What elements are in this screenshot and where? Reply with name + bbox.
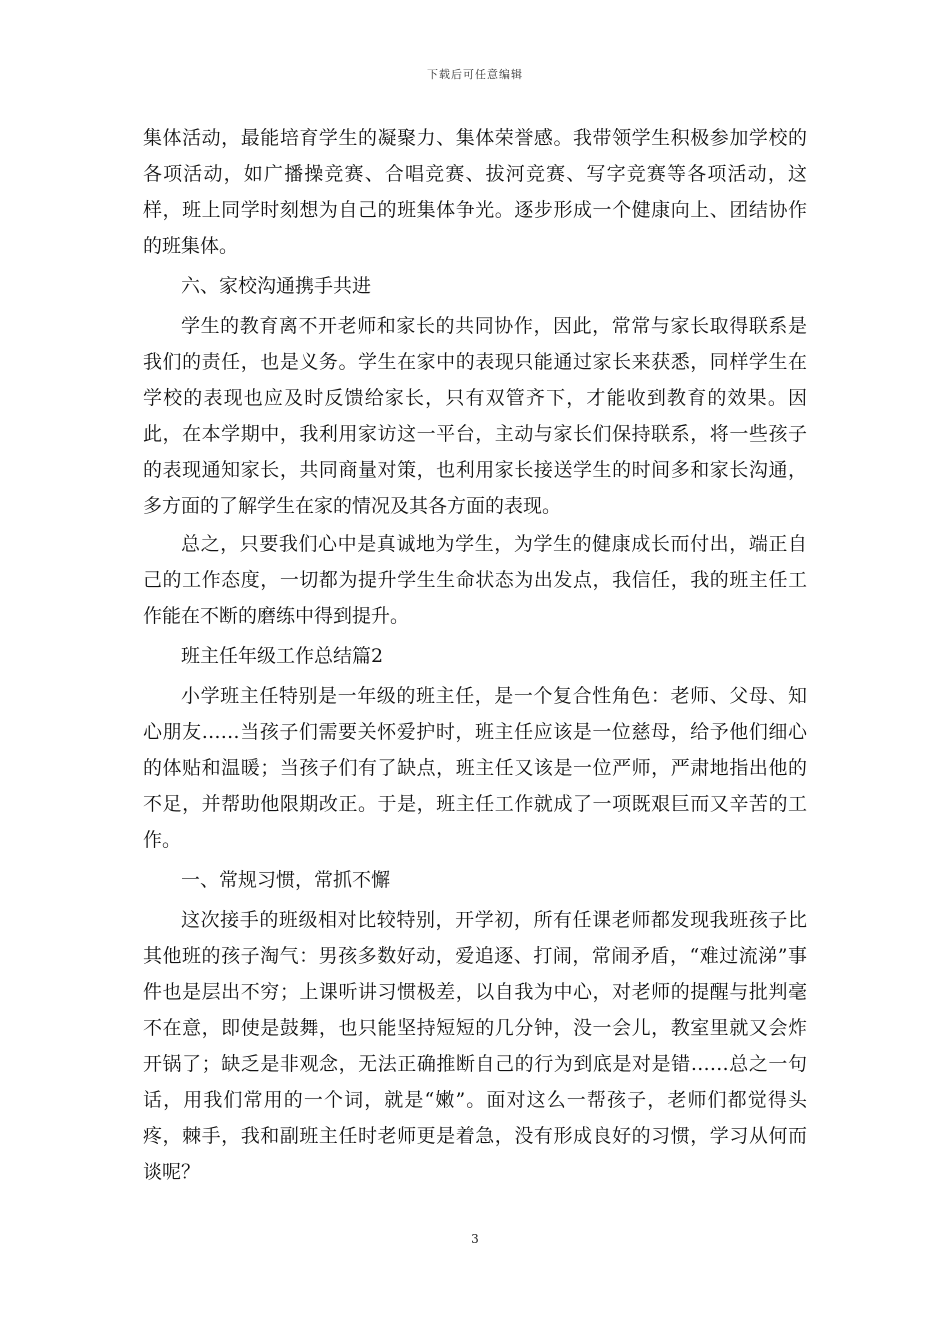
document-body xyxy=(143,120,807,1192)
section-heading-home-school: 六、家校沟通携手共进 xyxy=(181,275,372,297)
article-title-part-2: 班主任年级工作总结篇2 xyxy=(181,645,384,667)
paragraph-summary: 总之，只要我们心中是真诚地为学生，为学生的健康成长而付出，端正自己的工作态度，一切都为提升学生生命状态为出发点，我信任，我的班主任工作能在不断的磨练中得到提升。 xyxy=(143,533,807,627)
paragraph-class-situation: 这次接手的班级相对比较特别，开学初，所有任课老师都发现我班孩子比其他班的孩子淘气：男孩多数好动，爱追逐、打闹，常闹矛盾，“难过流涕”事件也是层出不穷；上课听讲习惯极差，以自我为中心，对老师的提醒与批判毫不在意，即使是鼓舞，也只能坚持短短的几分钟，没一会儿，教室里就又会炸开锅了；缺乏是非观念，无法正确推断自己的行为到底是对是错……总之一句话，用我们常用的一个词，就是“嫩”。面对这么一帮孩子，老师们都觉得头疼，棘手，我和副班主任时老师更是着急，没有形成良好的习惯，学习从何而谈呢？ xyxy=(143,909,807,1183)
paragraph-teacher-roles: 小学班主任特别是一年级的班主任，是一个复合性角色：老师、父母、知心朋友……当孩子们需要关怀爱护时，班主任应该是一位慈母，给予他们细心的体贴和温暖；当孩子们有了缺点，班主任又该是一位严师，严肃地指出他的不足，并帮助他限期改正。于是，班主任工作就成了一项既艰巨而又辛苦的工作。 xyxy=(143,685,807,851)
page-number: 3 xyxy=(471,1232,479,1246)
page-header: 下载后可任意编辑 xyxy=(427,68,523,81)
section-heading-routine-habits: 一、常规习惯，常抓不懈 xyxy=(181,869,391,891)
paragraph-collective-activities: 集体活动，最能培育学生的凝聚力、集体荣誉感。我带领学生积极参加学校的各项活动，如广播操竞赛、合唱竞赛、拔河竞赛、写字竞赛等各项活动，这样，班上同学时刻想为自己的班集体争光。逐步形成一个健康向上、团结协作的班集体。 xyxy=(143,127,807,257)
paragraph-parent-communication: 学生的教育离不开老师和家长的共同协作，因此，常常与家长取得联系是我们的责任，也是义务。学生在家中的表现只能通过家长来获悉，同样学生在学校的表现也应及时反馈给家长，只有双管齐下，才能收到教育的效果。因此，在本学期中，我利用家访这一平台，主动与家长们保持联系，将一些孩子的表现通知家长，共同商量对策，也利用家长接送学生的时间多和家长沟通，多方面的了解学生在家的情况及其各方面的表现。 xyxy=(143,315,807,517)
